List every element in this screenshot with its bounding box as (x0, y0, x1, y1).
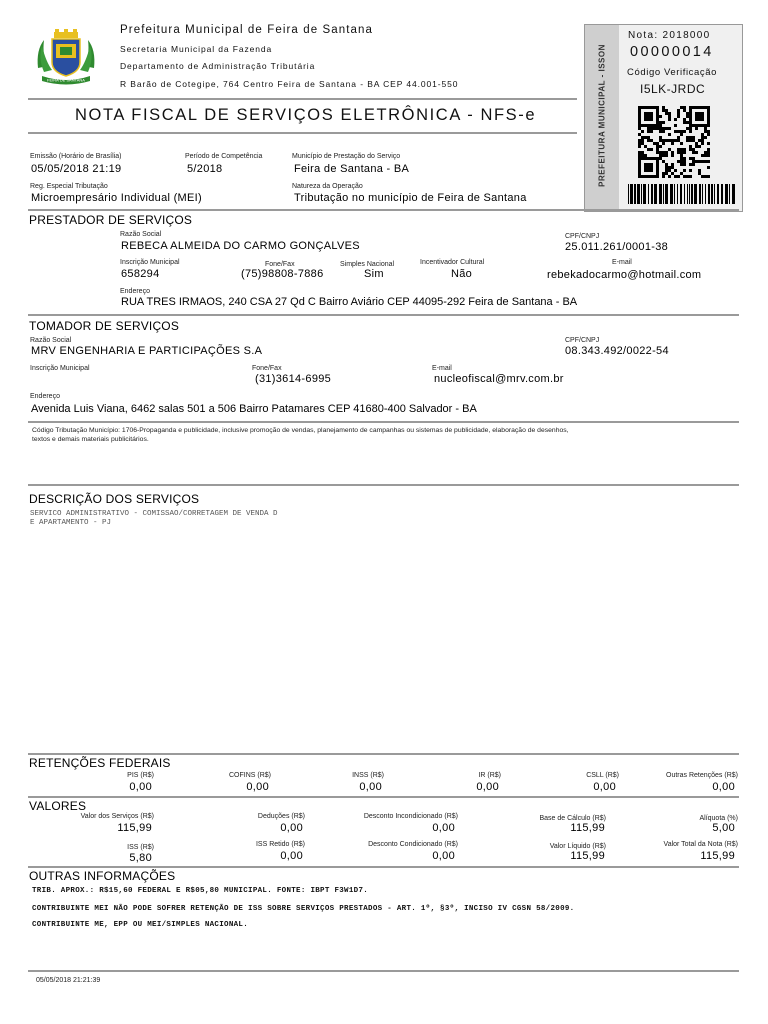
descricao-section-title: DESCRIÇÃO DOS SERVIÇOS (29, 492, 200, 506)
valores-rule (28, 866, 739, 868)
base-calculo-label: Base de Cálculo (R$) (539, 815, 606, 822)
csll-label: CSLL (R$) (586, 772, 619, 779)
tomador-fone-label: Fone/Fax (252, 365, 282, 372)
prestador-rule (28, 314, 739, 316)
prestador-razao: REBECA ALMEIDA DO CARMO GONÇALVES (121, 240, 360, 252)
footer-rule (28, 970, 739, 972)
prestador-fone: (75)98808-7886 (241, 268, 324, 280)
outras-retencoes-label: Outras Retenções (R$) (666, 772, 738, 779)
stamp-side-band (585, 25, 619, 211)
prestador-cpf: 25.011.261/0001-38 (565, 241, 669, 253)
cofins-label: COFINS (R$) (229, 772, 271, 779)
prestador-razao-label: Razão Social (120, 231, 162, 238)
valor-liquido-label: Valor Líquido (R$) (549, 843, 606, 850)
document-title: NOTA FISCAL DE SERVIÇOS ELETRÔNICA - NFS-e (75, 106, 537, 124)
barcode-icon (628, 184, 736, 204)
nota-label: Nota: 2018000 (628, 30, 711, 41)
descricao-rule (28, 753, 739, 755)
inss-value: 0,00 (359, 781, 382, 793)
iss-retido-label: ISS Retido (R$) (255, 841, 305, 848)
stamp-side-text: PREFEITURA MUNICIPAL - ISSON (597, 44, 607, 187)
prestador-simples-label: Simples Nacional (340, 261, 395, 268)
tomador-razao: MRV ENGENHARIA E PARTICIPAÇÕES S.A (31, 345, 263, 357)
competencia-label: Período de Competência (185, 153, 263, 160)
outras-section-title: OUTRAS INFORMAÇÕES (29, 869, 176, 883)
tomador-razao-label: Razão Social (30, 337, 72, 344)
prestador-incentivador: Não (451, 268, 473, 280)
outras-retencoes-value: 0,00 (712, 781, 735, 793)
desconto-incondicionado-value: 0,00 (432, 822, 455, 834)
iss-retido-value: 0,00 (280, 850, 303, 862)
outras-line1: TRIB. APROX.: R$15,60 FEDERAL E R$05,80 MUNICIPAL. FONTE: IBPT F3W1D7. (32, 887, 369, 895)
tomador-email-label: E-mail (432, 365, 452, 372)
qr-code-icon (638, 106, 710, 178)
regime-label: Reg. Especial Tributação (30, 183, 108, 190)
prestador-im-label: Inscrição Municipal (120, 259, 180, 266)
secretaria-name: Secretaria Municipal da Fazenda (120, 44, 273, 54)
prefeitura-address: R Barão de Cotegipe, 764 Centro Feira de Santana - BA CEP 44.001-550 (120, 79, 459, 89)
prestador-im: 658294 (121, 268, 160, 280)
iss-value: 5,80 (129, 852, 152, 864)
ir-value: 0,00 (476, 781, 499, 793)
tomador-rule (28, 421, 739, 423)
header-rule (28, 98, 577, 100)
emissao-label: Emissão (Horário de Brasília) (30, 153, 122, 160)
base-calculo-value: 115,99 (570, 822, 605, 834)
prestador-fone-label: Fone/Fax (265, 261, 295, 268)
codigo-tributacao-line2: textos e demais materiais publicitários. (32, 436, 149, 443)
desconto-condicionado-value: 0,00 (432, 850, 455, 862)
municipal-crest-logo (34, 28, 98, 86)
aliquota-label: Alíquota (%) (699, 815, 738, 822)
cofins-value: 0,00 (246, 781, 269, 793)
competencia-value: 5/2018 (187, 163, 223, 175)
iss-label: ISS (R$) (127, 844, 154, 851)
valor-servicos-value: 115,99 (117, 822, 152, 834)
regime-value: Microempresário Individual (MEI) (31, 192, 202, 204)
tomador-email: nucleofiscal@mrv.com.br (434, 373, 564, 385)
prestador-endereco: RUA TRES IRMAOS, 240 CSA 27 Qd C Bairro Aviário CEP 44095-292 Feira de Santana - BA (121, 296, 578, 308)
emissao-rule (28, 209, 739, 211)
tomador-cpf-label: CPF/CNPJ (565, 337, 600, 344)
prestador-incentivador-label: Incentivador Cultural (420, 259, 485, 266)
departamento-name: Departamento de Administração Tributária (120, 61, 316, 71)
desconto-condicionado-label: Desconto Condicionado (R$) (368, 841, 458, 848)
csll-value: 0,00 (593, 781, 616, 793)
municipio-value: Feira de Santana - BA (294, 163, 410, 175)
nota-number: 00000014 (630, 44, 714, 60)
prestador-email: rebekadocarmo@hotmail.com (547, 269, 702, 281)
desconto-incondicionado-label: Desconto Incondicionado (R$) (363, 813, 458, 820)
prestador-section-title: PRESTADOR DE SERVIÇOS (29, 213, 193, 227)
descricao-line1: SERVICO ADMINISTRATIVO - COMISSAO/CORRETAGEM DE VENDA D (30, 510, 278, 518)
tomador-im-label: Inscrição Municipal (30, 365, 90, 372)
valor-servicos-label: Valor dos Serviços (R$) (80, 813, 154, 820)
outras-line2: CONTRIBUINTE MEI NÃO PODE SOFRER RETENÇÃO DE ISS SOBRE SERVIÇOS PRESTADOS - ART. 1º, §3º, INCISO IV CGSN 58/2009. (32, 905, 575, 913)
tomador-endereco: Avenida Luis Viana, 6462 salas 501 a 506 Bairro Patamares CEP 41680-400 Salvador - BA (31, 403, 477, 415)
emissao-value: 05/05/2018 21:19 (31, 163, 122, 175)
prestador-simples: Sim (364, 268, 384, 280)
municipio-label: Município de Prestação do Serviço (292, 153, 401, 160)
natureza-label: Natureza da Operação (292, 183, 363, 190)
verification-label: Código Verificação (627, 67, 718, 78)
inss-label: INSS (R$) (352, 772, 384, 779)
codigo-tributacao-line1: Código Tributação Município: 1706-Propaganda e publicidade, inclusive promoção de vendas, planejamento de campanhas ou sistemas de publicidade, elaboração de desenhos, (32, 427, 569, 434)
valor-total-value: 115,99 (700, 850, 735, 862)
tomador-cpf: 08.343.492/0022-54 (565, 345, 669, 357)
valor-liquido-value: 115,99 (570, 850, 605, 862)
pis-value: 0,00 (129, 781, 152, 793)
crest-banner-text: FEIRA DE SANTANA (47, 77, 85, 83)
title-rule (28, 132, 577, 134)
prestador-cpf-label: CPF/CNPJ (565, 233, 600, 240)
deducoes-label: Deduções (R$) (257, 813, 305, 820)
ir-label: IR (R$) (478, 772, 501, 779)
outras-line3: CONTRIBUINTE ME, EPP OU MEI/SIMPLES NACIONAL. (32, 921, 249, 929)
retencoes-rule (28, 796, 739, 798)
tomador-section-title: TOMADOR DE SERVIÇOS (29, 319, 180, 333)
tomador-endereco-label: Endereço (30, 393, 60, 400)
descricao-line2: E APARTAMENTO - PJ (30, 519, 112, 527)
valor-total-label: Valor Total da Nota (R$) (663, 841, 738, 848)
retencoes-section-title: RETENÇÕES FEDERAIS (29, 756, 171, 770)
codigo-rule (28, 484, 739, 486)
verification-code: I5LK-JRDC (640, 82, 706, 96)
pis-label: PIS (R$) (127, 772, 154, 779)
valores-section-title: VALORES (29, 799, 87, 813)
prestador-endereco-label: Endereço (120, 288, 150, 295)
prestador-email-label: E-mail (612, 259, 632, 266)
generated-timestamp: 05/05/2018 21:21:39 (36, 977, 101, 984)
natureza-value: Tributação no município de Feira de Santana (294, 192, 527, 204)
tomador-fone: (31)3614-6995 (255, 373, 332, 385)
deducoes-value: 0,00 (280, 822, 303, 834)
prefeitura-name: Prefeitura Municipal de Feira de Santana (120, 24, 374, 36)
aliquota-value: 5,00 (712, 822, 735, 834)
